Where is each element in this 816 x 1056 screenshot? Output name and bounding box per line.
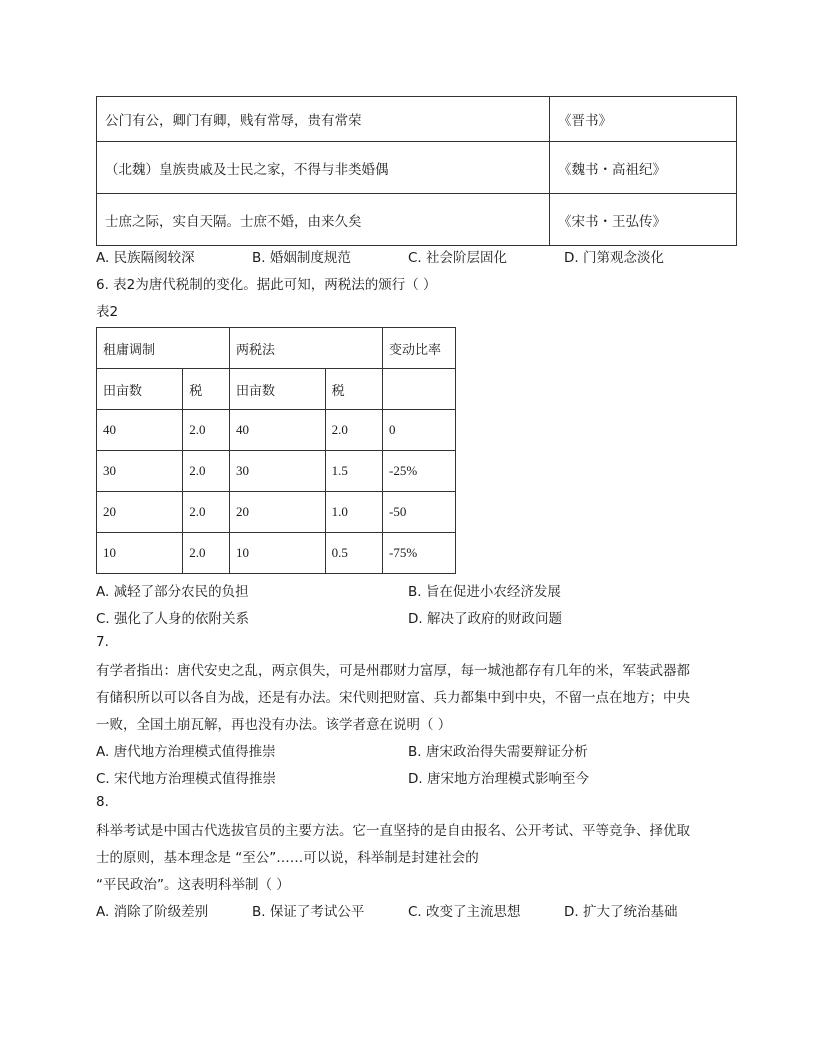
cell: 30 [97, 451, 183, 492]
cell: 10 [97, 533, 183, 574]
q5-option-d: D. 门第观念淡化 [564, 250, 664, 266]
q8-option-d: D. 扩大了统治基础 [564, 904, 678, 920]
table-row [97, 97, 737, 142]
quote-table [96, 96, 737, 246]
header-change-rate: 变动比率 [383, 328, 456, 369]
q7-number: 7. [96, 634, 109, 650]
cell: 30 [230, 451, 326, 492]
cell: 40 [230, 410, 326, 451]
table-row [97, 451, 456, 492]
q8-option-c: C. 改变了主流思想 [408, 904, 521, 920]
q7-option-a: A. 唐代地方治理模式值得推崇 [96, 744, 276, 760]
q7-line: 有学者指出：唐代安史之乱，两京俱失，可是州郡财力富厚，每一城池都存有几年的米，军装武器都 [96, 663, 690, 679]
q6-option-c: C. 强化了人身的依附关系 [96, 611, 250, 627]
quote-text: 士庶之际，实自天隔。士庶不婚，由来久矣 [97, 194, 550, 246]
q8-line: 科举考试是中国古代选拔官员的主要方法。它一直坚持的是自由报名、公开考试、平等竞争、择优取 [96, 823, 690, 839]
q6-option-d: D. 解决了政府的财政问题 [408, 611, 562, 627]
cell: 10 [230, 533, 326, 574]
q8-number: 8. [96, 794, 109, 810]
cell: 0 [383, 410, 456, 451]
cell: 2.0 [183, 492, 230, 533]
q6-table-label: 表2 [96, 304, 119, 320]
q7-line: 一败，全国土崩瓦解，再也没有办法。该学者意在说明（ ） [96, 717, 452, 733]
table-subheader-row [97, 369, 456, 410]
table-header-row [97, 328, 456, 369]
quote-text: （北魏）皇族贵戚及士民之家，不得与非类婚偶 [97, 142, 550, 194]
cell: 1.0 [325, 492, 382, 533]
cell: 1.5 [325, 451, 382, 492]
q5-option-a: A. 民族隔阂较深 [96, 250, 195, 266]
quote-source: 《宋书・王弘传》 [550, 194, 737, 246]
cell: -50 [383, 492, 456, 533]
cell: 2.0 [183, 451, 230, 492]
q6-option-b: B. 旨在促进小农经济发展 [408, 584, 561, 600]
cell: -75% [383, 533, 456, 574]
table-row [97, 142, 737, 194]
q7-line: 有储积所以可以各自为战，还是有办法。宋代则把财富、兵力都集中到中央，不留一点在地方；中央 [96, 690, 690, 706]
q8-line: “平民政治”。这表明科举制（ ） [96, 877, 290, 893]
cell: 40 [97, 410, 183, 451]
q7-option-b: B. 唐宋政治得失需要辩证分析 [408, 744, 588, 760]
q8-option-b: B. 保证了考试公平 [252, 904, 365, 920]
q5-option-c: C. 社会阶层固化 [408, 250, 508, 266]
quote-source: 《晋书》 [550, 97, 737, 142]
subheader-area: 田亩数 [97, 369, 183, 410]
q8-option-a: A. 消除了阶级差别 [96, 904, 209, 920]
cell: -25% [383, 451, 456, 492]
q7-option-d: D. 唐宋地方治理模式影响至今 [408, 771, 589, 787]
quote-text: 公门有公，卿门有卿，贱有常辱，贵有常荣 [97, 97, 550, 142]
cell: 2.0 [183, 410, 230, 451]
q6-option-a: A. 减轻了部分农民的负担 [96, 584, 249, 600]
subheader-tax: 税 [183, 369, 230, 410]
header-zuyongdiao: 租庸调制 [97, 328, 230, 369]
cell: 20 [230, 492, 326, 533]
subheader-area: 田亩数 [230, 369, 326, 410]
cell: 2.0 [325, 410, 382, 451]
table-row [97, 410, 456, 451]
header-liangshuifa: 两税法 [230, 328, 383, 369]
cell: 0.5 [325, 533, 382, 574]
q8-line: 士的原则，基本理念是 “至公”……可以说，科举制是封建社会的 [96, 850, 479, 866]
cell: 20 [97, 492, 183, 533]
table-row [97, 533, 456, 574]
table-row [97, 492, 456, 533]
cell: 2.0 [183, 533, 230, 574]
subheader-tax: 税 [325, 369, 382, 410]
quote-source: 《魏书・高祖纪》 [550, 142, 737, 194]
tax-table [96, 327, 456, 574]
table-row [97, 194, 737, 246]
q6-stem: 6. 表2为唐代税制的变化。据此可知，两税法的颁行（ ） [96, 277, 437, 293]
q7-option-c: C. 宋代地方治理模式值得推崇 [96, 771, 277, 787]
subheader-empty [383, 369, 456, 410]
q5-option-b: B. 婚姻制度规范 [252, 250, 351, 266]
